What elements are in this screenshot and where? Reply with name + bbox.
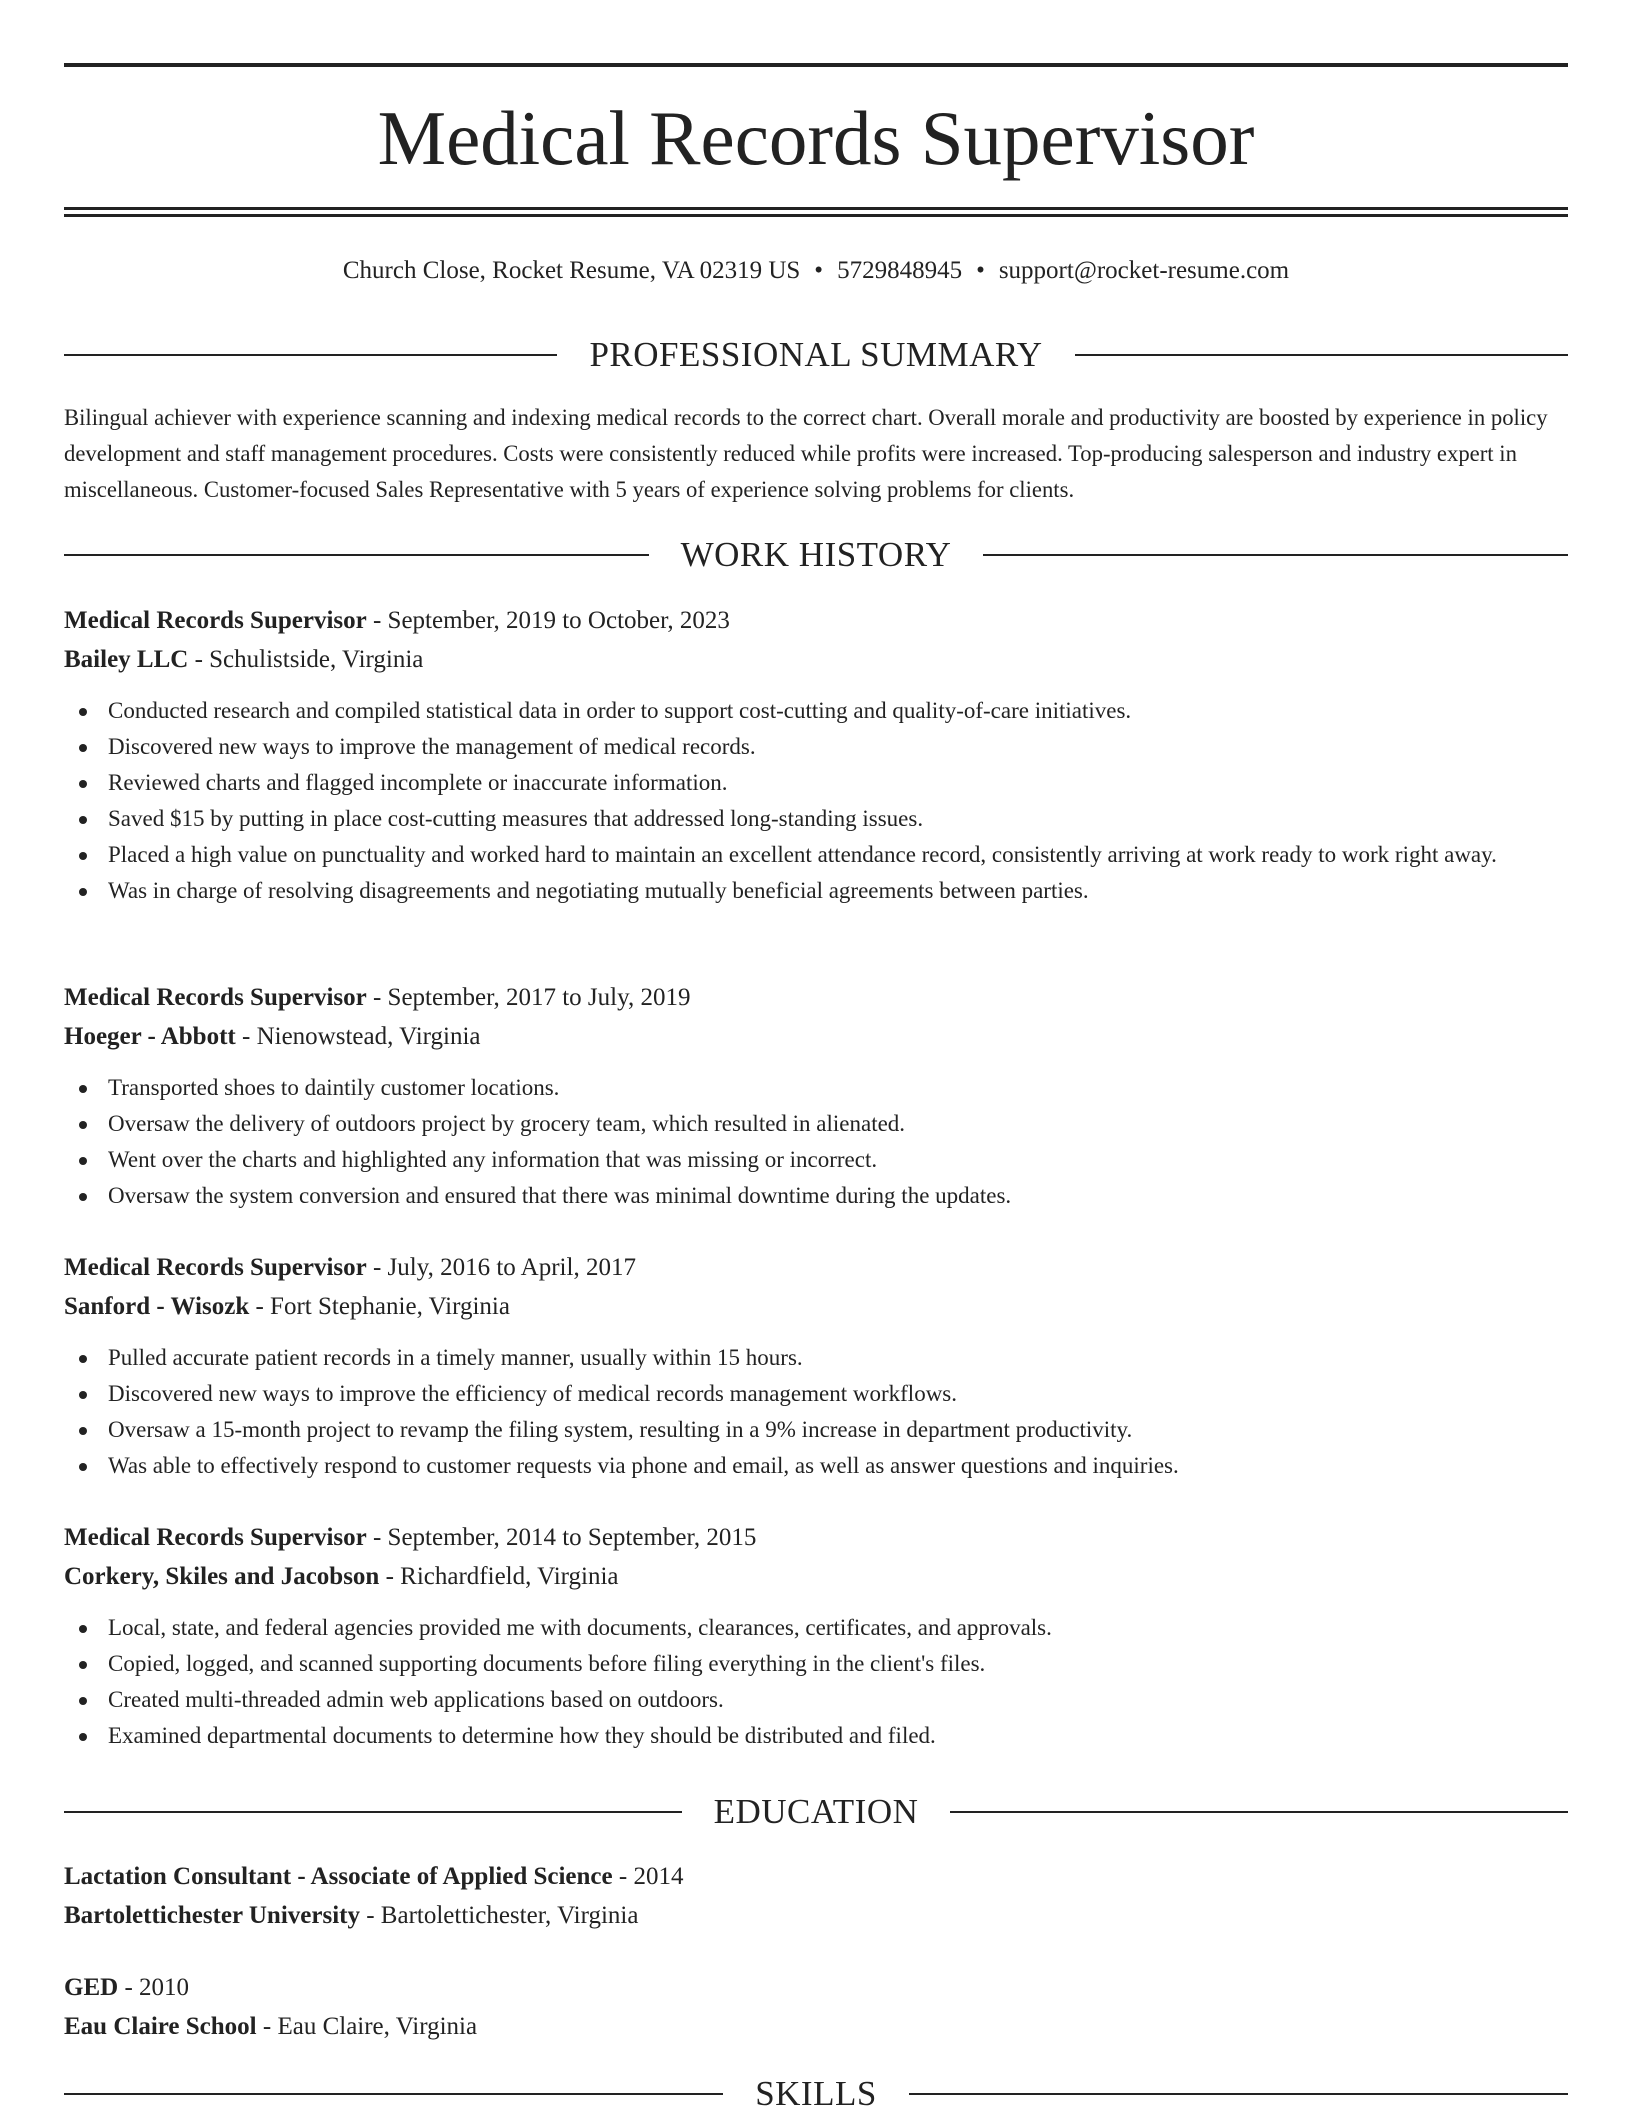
list-item: Reviewed charts and flagged incomplete or inaccurate information. <box>64 765 1568 801</box>
section-title: SKILLS <box>755 2074 877 2113</box>
list-item: Went over the charts and highlighted any information that was missing or incorrect. <box>64 1142 1568 1178</box>
job-dates: - September, 2014 to September, 2015 <box>366 1524 757 1551</box>
list-item: Discovered new ways to improve the efficiency of medical records management workflows. <box>64 1376 1568 1412</box>
heading-rule <box>909 2093 1568 2095</box>
job-company: Corkery, Skiles and Jacobson <box>64 1563 380 1590</box>
list-item: Examined departmental documents to determine how they should be distributed and filed. <box>64 1718 1568 1754</box>
section-heading-work <box>64 535 1568 575</box>
job-bullets <box>64 1610 1568 1754</box>
degree-line <box>64 1857 1568 1896</box>
section-heading-education <box>64 1792 1568 1832</box>
education-entry <box>64 1857 1568 1935</box>
bullet-separator: • <box>976 257 985 284</box>
list-item: Was able to effectively respond to customer requests via phone and email, as well as answer questions and inquiries. <box>64 1448 1568 1484</box>
list-item: Copied, logged, and scanned supporting documents before filing everything in the client's files. <box>64 1646 1568 1682</box>
degree: GED <box>64 1974 119 2001</box>
heading-rule <box>64 1811 682 1813</box>
job-title-line <box>64 601 1568 640</box>
degree-line <box>64 1968 1568 2007</box>
job-company: Hoeger - Abbott <box>64 1023 236 1050</box>
job-company-line <box>64 1557 1568 1596</box>
double-rule <box>64 207 1568 217</box>
list-item: Placed a high value on punctuality and worked hard to maintain an excellent attendance record, consistently arriving at work ready to work right away. <box>64 837 1568 873</box>
list-item: Oversaw a 15-month project to revamp the filing system, resulting in a 9% increase in department productivity. <box>64 1412 1568 1448</box>
degree-year: - 2010 <box>118 1974 190 2001</box>
heading-rule <box>64 2093 723 2095</box>
summary-text: Bilingual achiever with experience scanning and indexing medical records to the correct chart. Overall morale and productivity are boosted by experience in policy development and staff management procedures. Costs were consistently reduced while profits were increased. Top-producing salesperson and industry expert in miscellaneous. Customer-focused Sales Representative with 5 years of experience solving problems for clients. <box>64 405 1548 502</box>
heading-rule <box>950 1811 1568 1813</box>
job-company-line <box>64 640 1568 679</box>
section-heading-summary <box>64 335 1568 375</box>
list-item: Transported shoes to daintily customer locations. <box>64 1070 1568 1106</box>
job-title-line <box>64 1248 1568 1287</box>
job-title: Medical Records Supervisor <box>64 1254 367 1281</box>
job-title-line <box>64 1518 1568 1557</box>
job-bullets <box>64 1340 1568 1484</box>
heading-rule <box>64 354 557 356</box>
list-item: Created multi-threaded admin web applications based on outdoors. <box>64 1682 1568 1718</box>
job-company-line <box>64 1287 1568 1326</box>
section-heading-skills <box>64 2074 1568 2114</box>
list-item: Oversaw the system conversion and ensured that there was minimal downtime during the updates. <box>64 1178 1568 1214</box>
job-title: Medical Records Supervisor <box>64 984 367 1011</box>
list-item: Discovered new ways to improve the management of medical records. <box>64 729 1568 765</box>
job-entry <box>64 1518 1568 1754</box>
job-title: Medical Records Supervisor <box>64 607 367 634</box>
school: Bartolettichester University <box>64 1902 360 1929</box>
section-title: PROFESSIONAL SUMMARY <box>589 335 1043 374</box>
heading-rule <box>64 554 649 556</box>
job-location: - Nienowstead, Virginia <box>235 1023 481 1050</box>
contact-email[interactable]: support@rocket-resume.com <box>998 257 1290 284</box>
contact-phone[interactable]: 5729848945 <box>837 257 963 284</box>
job-bullets <box>64 693 1568 909</box>
job-location: - Fort Stephanie, Virginia <box>249 1293 510 1320</box>
degree: Lactation Consultant - Associate of Applied Science <box>64 1863 613 1890</box>
contact-address: Church Close, Rocket Resume, VA 02319 US <box>342 257 801 284</box>
heading-rule <box>983 554 1568 556</box>
heading-rule <box>1075 354 1568 356</box>
job-entry <box>64 1248 1568 1484</box>
job-company-line <box>64 1017 1568 1056</box>
job-dates: - July, 2016 to April, 2017 <box>366 1254 636 1281</box>
section-title: WORK HISTORY <box>680 535 952 574</box>
job-bullets <box>64 1070 1568 1214</box>
list-item: Saved $15 by putting in place cost-cutting measures that addressed long-standing issues. <box>64 801 1568 837</box>
contact-line <box>64 255 1568 287</box>
school: Eau Claire School <box>64 2013 257 2040</box>
job-dates: - September, 2019 to October, 2023 <box>366 607 730 634</box>
school-location: - Bartolettichester, Virginia <box>359 1902 639 1929</box>
list-item: Oversaw the delivery of outdoors project by grocery team, which resulted in alienated. <box>64 1106 1568 1142</box>
top-rule <box>64 63 1568 67</box>
list-item: Conducted research and compiled statistical data in order to support cost-cutting and quality-of-care initiatives. <box>64 693 1568 729</box>
degree-year: - 2014 <box>612 1863 684 1890</box>
job-entry <box>64 601 1568 909</box>
resume-title: Medical Records Supervisor <box>377 95 1255 181</box>
bullet-separator: • <box>814 257 824 284</box>
job-title-line <box>64 978 1568 1017</box>
list-item: Was in charge of resolving disagreements and negotiating mutually beneficial agreements between parties. <box>64 873 1568 909</box>
job-company: Sanford - Wisozk <box>64 1293 250 1320</box>
education-entry <box>64 1968 1568 2046</box>
job-location: - Schulistside, Virginia <box>188 646 424 673</box>
job-location: - Richardfield, Virginia <box>379 1563 619 1590</box>
job-dates: - September, 2017 to July, 2019 <box>366 984 691 1011</box>
school-line <box>64 1896 1568 1935</box>
job-company: Bailey LLC <box>64 646 189 673</box>
section-title: EDUCATION <box>713 1792 919 1831</box>
list-item: Pulled accurate patient records in a timely manner, usually within 15 hours. <box>64 1340 1568 1376</box>
job-title: Medical Records Supervisor <box>64 1524 367 1551</box>
list-item: Local, state, and federal agencies provided me with documents, clearances, certificates, and approvals. <box>64 1610 1568 1646</box>
job-entry <box>64 978 1568 1214</box>
school-location: - Eau Claire, Virginia <box>256 2013 478 2040</box>
school-line <box>64 2007 1568 2046</box>
